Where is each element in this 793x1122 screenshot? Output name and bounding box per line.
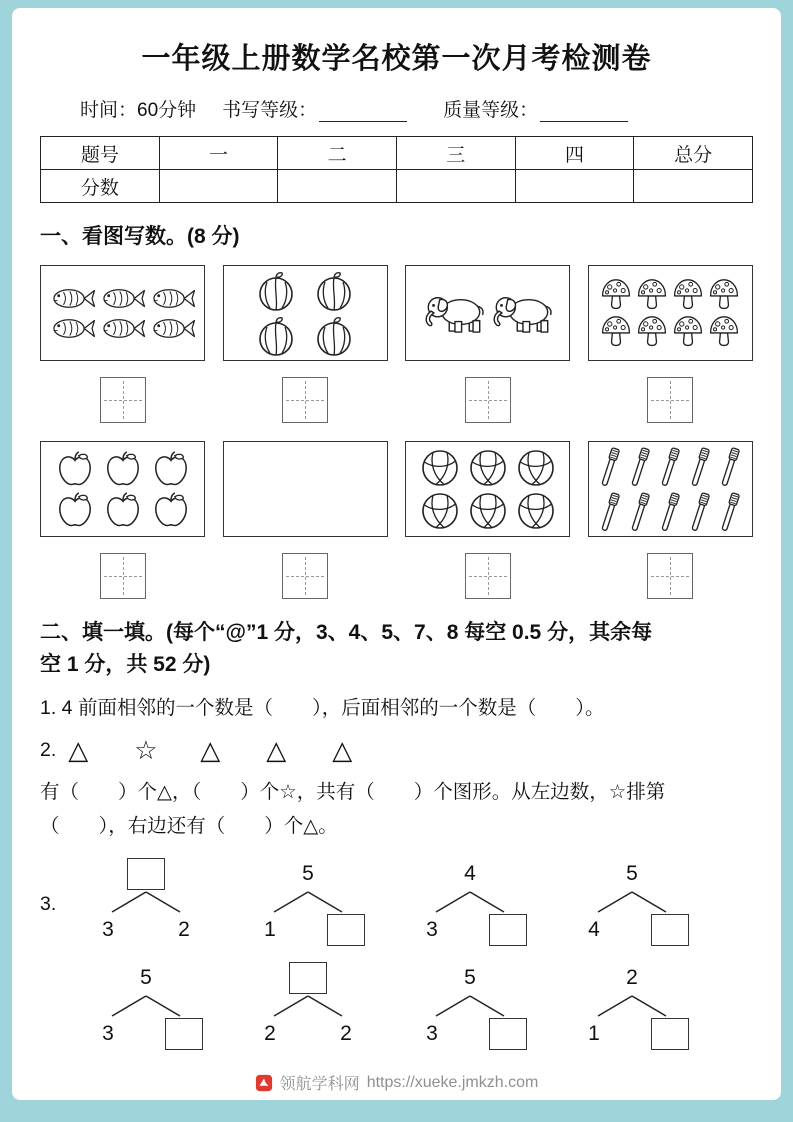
shape-sequence bbox=[68, 735, 398, 765]
bond-number: 4 bbox=[588, 918, 600, 941]
bond-top-slot bbox=[556, 857, 708, 891]
bond-number: 1 bbox=[588, 1022, 600, 1045]
number-bond bbox=[556, 857, 708, 951]
bond-number: 4 bbox=[464, 862, 476, 885]
triangle-shape: △ bbox=[200, 735, 221, 765]
fish-icon bbox=[49, 285, 97, 312]
toothbrush-icon bbox=[686, 446, 714, 488]
bond-number: 3 bbox=[102, 918, 114, 941]
info-line bbox=[40, 95, 753, 122]
watermelon-icon bbox=[248, 270, 304, 312]
elephant-icon bbox=[421, 293, 487, 333]
score-table-score-cell[interactable] bbox=[396, 170, 515, 203]
fish-icon bbox=[99, 315, 147, 342]
number-bond bbox=[394, 961, 546, 1055]
number-bond bbox=[70, 961, 222, 1055]
score-table-score-cell[interactable] bbox=[634, 170, 753, 203]
bond-right-slot bbox=[646, 914, 694, 946]
question-1: 1. 4 前面相邻的一个数是（ ），后面相邻的一个数是（ ）。 bbox=[40, 697, 605, 719]
bond-bottom-row bbox=[394, 913, 546, 947]
answer-blank-box[interactable] bbox=[165, 1018, 203, 1050]
mushroom-icon bbox=[599, 278, 633, 312]
picture-box bbox=[405, 441, 570, 537]
volleyball-icon bbox=[513, 491, 559, 531]
mushroom-icon bbox=[635, 315, 669, 349]
toothbrush-icon bbox=[626, 446, 654, 488]
bond-lines bbox=[70, 891, 222, 913]
triangle-shape: △ bbox=[266, 735, 287, 765]
bond-bottom-row bbox=[70, 1017, 222, 1051]
picture-cell bbox=[405, 265, 570, 423]
bond-number: 3 bbox=[426, 1022, 438, 1045]
picture-box bbox=[40, 265, 205, 361]
quality-grade-blank[interactable] bbox=[540, 100, 628, 122]
bond-lines bbox=[556, 891, 708, 913]
toothbrush-icon bbox=[656, 491, 684, 533]
fish-icon bbox=[149, 285, 197, 312]
picture-box bbox=[588, 441, 753, 537]
volleyball-icon bbox=[465, 491, 511, 531]
bond-left-slot bbox=[408, 1022, 456, 1046]
question-3 bbox=[40, 857, 753, 1055]
bond-number: 2 bbox=[264, 1022, 276, 1045]
mushroom-icon bbox=[671, 315, 705, 349]
score-table-header-cell: 四 bbox=[515, 137, 634, 170]
number-bond bbox=[394, 857, 546, 951]
score-table-score-cell[interactable] bbox=[515, 170, 634, 203]
time-label: 时间：60分钟 bbox=[80, 100, 197, 121]
toothbrush-icon bbox=[656, 446, 684, 488]
score-table-score-cell[interactable] bbox=[159, 170, 278, 203]
question-2-label: 2. bbox=[40, 738, 57, 761]
picture-row bbox=[40, 441, 753, 599]
bond-left-slot bbox=[84, 1022, 132, 1046]
bond-lines bbox=[556, 995, 708, 1017]
answer-box[interactable] bbox=[465, 377, 511, 423]
mushroom-icon bbox=[599, 315, 633, 349]
number-bond bbox=[70, 857, 222, 951]
mushroom-icon bbox=[671, 278, 705, 312]
question-2-text bbox=[40, 775, 753, 843]
answer-blank-box[interactable] bbox=[289, 962, 327, 994]
watermelon-icon bbox=[248, 315, 304, 357]
bond-top-slot bbox=[70, 961, 222, 995]
picture-cell bbox=[40, 265, 205, 423]
picture-cell bbox=[40, 441, 205, 599]
fish-icon bbox=[99, 285, 147, 312]
page-title: 一年级上册数学名校第一次月考检测卷 bbox=[141, 43, 652, 75]
writing-grade-blank[interactable] bbox=[319, 100, 407, 122]
picture-box bbox=[40, 441, 205, 537]
answer-blank-box[interactable] bbox=[489, 1018, 527, 1050]
score-table-header-cell: 二 bbox=[278, 137, 397, 170]
answer-blank-box[interactable] bbox=[651, 914, 689, 946]
apple-icon bbox=[148, 450, 194, 488]
bond-top-slot bbox=[232, 961, 384, 995]
volleyball-icon bbox=[513, 448, 559, 488]
number-bonds bbox=[40, 857, 753, 1055]
picture-cell bbox=[588, 441, 753, 599]
bond-left-slot bbox=[570, 918, 618, 942]
answer-box[interactable] bbox=[282, 377, 328, 423]
apple-icon bbox=[100, 491, 146, 529]
picture-row bbox=[40, 265, 753, 423]
section1-heading: 一、看图写数。(8 分) bbox=[40, 225, 240, 248]
answer-box[interactable] bbox=[465, 553, 511, 599]
answer-box[interactable] bbox=[647, 377, 693, 423]
score-table-score-cell[interactable] bbox=[278, 170, 397, 203]
answer-box[interactable] bbox=[282, 553, 328, 599]
bond-bottom-row bbox=[556, 913, 708, 947]
bond-bottom-row bbox=[556, 1017, 708, 1051]
site-logo-icon bbox=[255, 1074, 273, 1092]
star-shape: ☆ bbox=[134, 735, 158, 765]
bond-right-slot bbox=[160, 918, 208, 942]
bond-left-slot bbox=[84, 918, 132, 942]
bond-number: 5 bbox=[140, 966, 152, 989]
watermelon-icon bbox=[306, 270, 362, 312]
section2-heading-line2: 空 1 分，共 52 分) bbox=[40, 653, 211, 676]
bond-right-slot bbox=[322, 1022, 370, 1046]
toothbrush-icon bbox=[716, 446, 744, 488]
score-table-header-cell: 总分 bbox=[634, 137, 753, 170]
bond-number: 5 bbox=[626, 862, 638, 885]
volleyball-icon bbox=[417, 491, 463, 531]
apple-icon bbox=[52, 450, 98, 488]
picture-box-empty bbox=[223, 441, 388, 537]
bond-number: 5 bbox=[302, 862, 314, 885]
bond-bottom-row bbox=[232, 913, 384, 947]
bond-number: 1 bbox=[264, 918, 276, 941]
bond-top-slot bbox=[232, 857, 384, 891]
picture-cell bbox=[223, 265, 388, 423]
answer-box[interactable] bbox=[647, 553, 693, 599]
bond-top-slot bbox=[394, 857, 546, 891]
bond-lines bbox=[232, 995, 384, 1017]
writing-grade-label: 书写等级： bbox=[222, 100, 318, 121]
triangle-shape: △ bbox=[332, 735, 353, 765]
bond-right-slot bbox=[322, 914, 370, 946]
bond-number: 3 bbox=[102, 1022, 114, 1045]
mushroom-icon bbox=[707, 278, 741, 312]
bond-left-slot bbox=[246, 1022, 294, 1046]
question-2-text-line1: 有（ ）个△，（ ）个☆，共有（ ）个图形。从左边数，☆排第 bbox=[40, 781, 666, 803]
toothbrush-icon bbox=[596, 491, 624, 533]
bond-bottom-row bbox=[70, 913, 222, 947]
question-2-shapes-line bbox=[40, 735, 753, 765]
picture-cell bbox=[405, 441, 570, 599]
bond-number: 2 bbox=[340, 1022, 352, 1045]
number-bond bbox=[556, 961, 708, 1055]
bond-left-slot bbox=[408, 918, 456, 942]
bond-right-slot bbox=[484, 1018, 532, 1050]
bond-lines bbox=[394, 995, 546, 1017]
answer-blank-box[interactable] bbox=[127, 858, 165, 890]
section2-heading-line1: 二、填一填。(每个“@”1 分，3、4、5、7、8 每空 0.5 分，其余每 bbox=[40, 621, 653, 644]
picture-box bbox=[405, 265, 570, 361]
picture-grid bbox=[40, 265, 753, 599]
paper bbox=[12, 8, 781, 1100]
answer-box[interactable] bbox=[100, 553, 146, 599]
watermelon-icon bbox=[306, 315, 362, 357]
bond-number: 5 bbox=[464, 966, 476, 989]
score-table-header-cell: 一 bbox=[159, 137, 278, 170]
bond-top-slot bbox=[556, 961, 708, 995]
bond-number: 2 bbox=[626, 966, 638, 989]
fish-icon bbox=[149, 315, 197, 342]
bond-right-slot bbox=[484, 914, 532, 946]
bond-right-slot bbox=[160, 1018, 208, 1050]
bond-bottom-row bbox=[232, 1017, 384, 1051]
mushroom-icon bbox=[635, 278, 669, 312]
picture-box bbox=[223, 265, 388, 361]
number-bond bbox=[232, 857, 384, 951]
fish-icon bbox=[49, 315, 97, 342]
apple-icon bbox=[100, 450, 146, 488]
apple-icon bbox=[148, 491, 194, 529]
volleyball-icon bbox=[465, 448, 511, 488]
bond-top-slot bbox=[394, 961, 546, 995]
bond-row bbox=[70, 961, 753, 1055]
footer bbox=[12, 1071, 781, 1094]
toothbrush-icon bbox=[626, 491, 654, 533]
bond-right-slot bbox=[646, 1018, 694, 1050]
answer-blank-box[interactable] bbox=[327, 914, 365, 946]
answer-box[interactable] bbox=[100, 377, 146, 423]
picture-box bbox=[588, 265, 753, 361]
apple-icon bbox=[52, 491, 98, 529]
bond-row bbox=[70, 857, 753, 951]
answer-blank-box[interactable] bbox=[651, 1018, 689, 1050]
bond-top-slot bbox=[70, 857, 222, 891]
toothbrush-icon bbox=[716, 491, 744, 533]
score-table-score-label: 分数 bbox=[41, 170, 160, 203]
picture-cell bbox=[223, 441, 388, 599]
bond-left-slot bbox=[570, 1022, 618, 1046]
answer-blank-box[interactable] bbox=[489, 914, 527, 946]
volleyball-icon bbox=[417, 448, 463, 488]
toothbrush-icon bbox=[686, 491, 714, 533]
bond-lines bbox=[70, 995, 222, 1017]
score-table bbox=[40, 136, 753, 203]
triangle-shape: △ bbox=[68, 735, 89, 765]
quality-grade-label: 质量等级： bbox=[443, 100, 539, 121]
question-3-label: 3. bbox=[40, 893, 57, 915]
section2-heading bbox=[40, 617, 753, 681]
bond-number: 3 bbox=[426, 918, 438, 941]
picture-cell bbox=[588, 265, 753, 423]
elephant-icon bbox=[489, 293, 555, 333]
footer-site-name: 领航学科网 bbox=[279, 1076, 360, 1093]
bond-lines bbox=[394, 891, 546, 913]
score-table-header-cell: 三 bbox=[396, 137, 515, 170]
question-2-text-line2: （ ），右边还有（ ）个△。 bbox=[40, 815, 338, 837]
toothbrush-icon bbox=[596, 446, 624, 488]
mushroom-icon bbox=[707, 315, 741, 349]
score-table-qnum-label: 题号 bbox=[41, 137, 160, 170]
footer-link[interactable]: https://xueke.jmkzh.com bbox=[366, 1073, 539, 1091]
number-bond bbox=[232, 961, 384, 1055]
bond-bottom-row bbox=[394, 1017, 546, 1051]
bond-lines bbox=[232, 891, 384, 913]
bond-number: 2 bbox=[178, 918, 190, 941]
bond-left-slot bbox=[246, 918, 294, 942]
